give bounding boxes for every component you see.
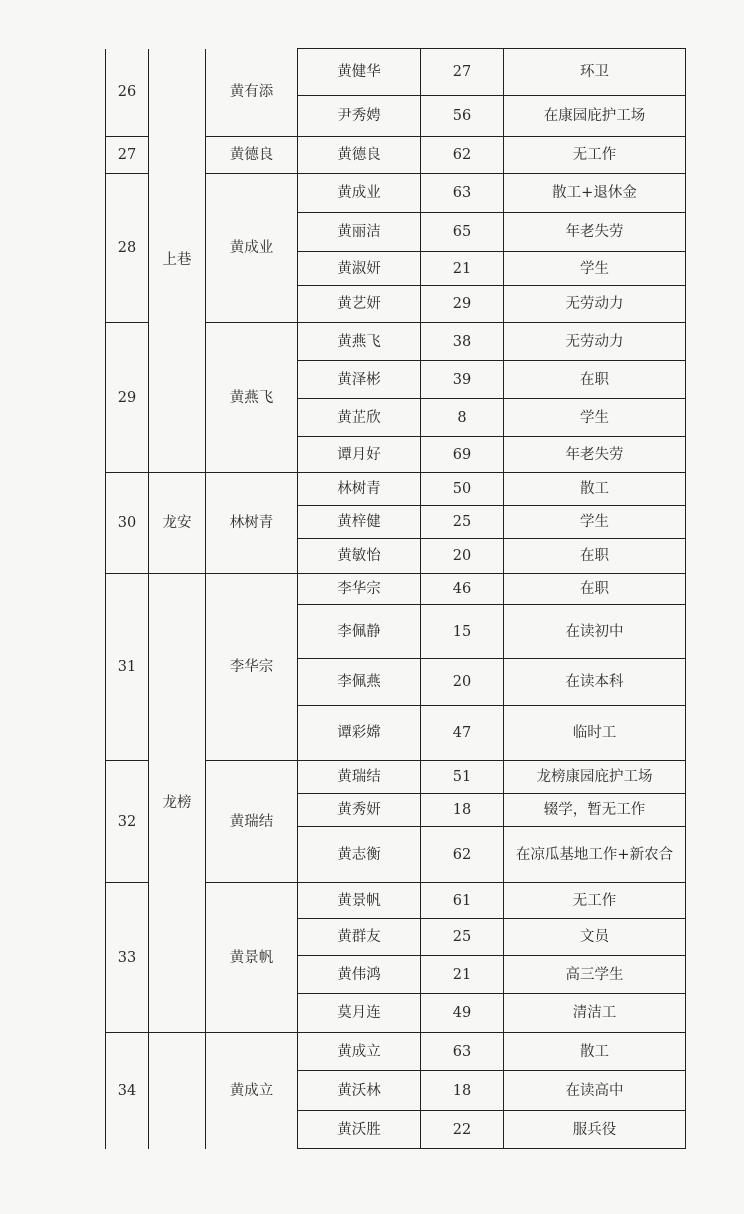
member-occupation: 学生 xyxy=(504,399,686,437)
member-name: 黄敏怡 xyxy=(298,539,421,574)
member-name: 李佩静 xyxy=(298,605,421,659)
member-age: 39 xyxy=(421,361,504,399)
member-occupation: 在职 xyxy=(504,361,686,399)
member-name: 黄泽彬 xyxy=(298,361,421,399)
member-age: 22 xyxy=(421,1111,504,1149)
member-age: 21 xyxy=(421,252,504,286)
member-occupation: 文员 xyxy=(504,919,686,956)
member-name: 谭彩嫦 xyxy=(298,706,421,761)
member-age: 61 xyxy=(421,883,504,919)
member-name: 黄景帆 xyxy=(298,883,421,919)
household-head: 黄德良 xyxy=(206,137,298,174)
member-age: 18 xyxy=(421,794,504,827)
member-name: 黄群友 xyxy=(298,919,421,956)
member-occupation: 学生 xyxy=(504,252,686,286)
member-name: 黄德良 xyxy=(298,137,421,174)
member-occupation: 环卫 xyxy=(504,49,686,96)
member-age: 50 xyxy=(421,473,504,506)
table-row xyxy=(106,473,686,506)
member-occupation: 无劳动力 xyxy=(504,323,686,361)
member-age: 20 xyxy=(421,539,504,574)
member-name: 黄成立 xyxy=(298,1033,421,1071)
household-number: 34 xyxy=(106,1033,149,1149)
member-name: 黄健华 xyxy=(298,49,421,96)
member-age: 21 xyxy=(421,956,504,994)
household-head: 黄有添 xyxy=(206,49,298,137)
member-age: 46 xyxy=(421,574,504,605)
member-age: 56 xyxy=(421,96,504,137)
household-number: 32 xyxy=(106,761,149,883)
member-occupation: 辍学，暂无工作 xyxy=(504,794,686,827)
member-occupation: 高三学生 xyxy=(504,956,686,994)
member-occupation: 清洁工 xyxy=(504,994,686,1033)
member-name: 黄艺妍 xyxy=(298,286,421,323)
member-occupation: 在读初中 xyxy=(504,605,686,659)
member-name: 李华宗 xyxy=(298,574,421,605)
village-name: 龙榜 xyxy=(149,574,206,1033)
household-head: 黄景帆 xyxy=(206,883,298,1033)
table-row xyxy=(106,1033,686,1071)
member-age: 63 xyxy=(421,1033,504,1071)
member-occupation: 无工作 xyxy=(504,883,686,919)
village-name xyxy=(149,1033,206,1149)
member-age: 20 xyxy=(421,659,504,706)
member-name: 李佩燕 xyxy=(298,659,421,706)
member-age: 15 xyxy=(421,605,504,659)
member-age: 29 xyxy=(421,286,504,323)
member-name: 黄淑妍 xyxy=(298,252,421,286)
member-age: 8 xyxy=(421,399,504,437)
member-occupation: 在职 xyxy=(504,539,686,574)
member-occupation: 无工作 xyxy=(504,137,686,174)
village-name: 上巷 xyxy=(149,49,206,473)
household-number: 27 xyxy=(106,137,149,174)
household-head: 黄成立 xyxy=(206,1033,298,1149)
member-occupation: 年老失劳 xyxy=(504,437,686,473)
household-head: 李华宗 xyxy=(206,574,298,761)
member-occupation: 在康园庇护工场 xyxy=(504,96,686,137)
member-name: 黄伟鸿 xyxy=(298,956,421,994)
household-number: 33 xyxy=(106,883,149,1033)
member-age: 47 xyxy=(421,706,504,761)
member-age: 18 xyxy=(421,1071,504,1111)
member-name: 黄沃胜 xyxy=(298,1111,421,1149)
member-age: 51 xyxy=(421,761,504,794)
member-name: 黄燕飞 xyxy=(298,323,421,361)
member-name: 谭月好 xyxy=(298,437,421,473)
household-head: 林树青 xyxy=(206,473,298,574)
member-age: 38 xyxy=(421,323,504,361)
member-name: 黄丽洁 xyxy=(298,213,421,252)
member-name: 林树青 xyxy=(298,473,421,506)
member-name: 黄瑞结 xyxy=(298,761,421,794)
member-occupation: 散工+退休金 xyxy=(504,174,686,213)
member-name: 莫月连 xyxy=(298,994,421,1033)
member-occupation: 散工 xyxy=(504,473,686,506)
member-occupation: 在读本科 xyxy=(504,659,686,706)
member-age: 27 xyxy=(421,49,504,96)
household-head: 黄成业 xyxy=(206,174,298,323)
member-age: 65 xyxy=(421,213,504,252)
household-number: 29 xyxy=(106,323,149,473)
member-name: 黄成业 xyxy=(298,174,421,213)
member-name: 黄梓健 xyxy=(298,506,421,539)
household-table xyxy=(105,48,686,1149)
member-occupation: 服兵役 xyxy=(504,1111,686,1149)
member-occupation: 在职 xyxy=(504,574,686,605)
household-number: 30 xyxy=(106,473,149,574)
household-number: 28 xyxy=(106,174,149,323)
household-head: 黄瑞结 xyxy=(206,761,298,883)
member-name: 黄志衡 xyxy=(298,827,421,883)
member-occupation: 无劳动力 xyxy=(504,286,686,323)
member-age: 63 xyxy=(421,174,504,213)
member-age: 62 xyxy=(421,827,504,883)
member-age: 25 xyxy=(421,919,504,956)
member-occupation: 在读高中 xyxy=(504,1071,686,1111)
member-name: 尹秀娉 xyxy=(298,96,421,137)
member-occupation: 临时工 xyxy=(504,706,686,761)
table-row xyxy=(106,574,686,605)
household-head: 黄燕飞 xyxy=(206,323,298,473)
member-occupation: 年老失劳 xyxy=(504,213,686,252)
member-name: 黄芷欣 xyxy=(298,399,421,437)
member-occupation: 学生 xyxy=(504,506,686,539)
member-name: 黄沃林 xyxy=(298,1071,421,1111)
member-age: 25 xyxy=(421,506,504,539)
table-row xyxy=(106,49,686,96)
member-age: 49 xyxy=(421,994,504,1033)
member-name: 黄秀妍 xyxy=(298,794,421,827)
member-occupation: 散工 xyxy=(504,1033,686,1071)
member-occupation: 龙榜康园庇护工场 xyxy=(504,761,686,794)
household-number: 31 xyxy=(106,574,149,761)
member-age: 69 xyxy=(421,437,504,473)
member-age: 62 xyxy=(421,137,504,174)
household-number: 26 xyxy=(106,49,149,137)
village-name: 龙安 xyxy=(149,473,206,574)
member-occupation: 在凉瓜基地工作+新农合 xyxy=(504,827,686,883)
